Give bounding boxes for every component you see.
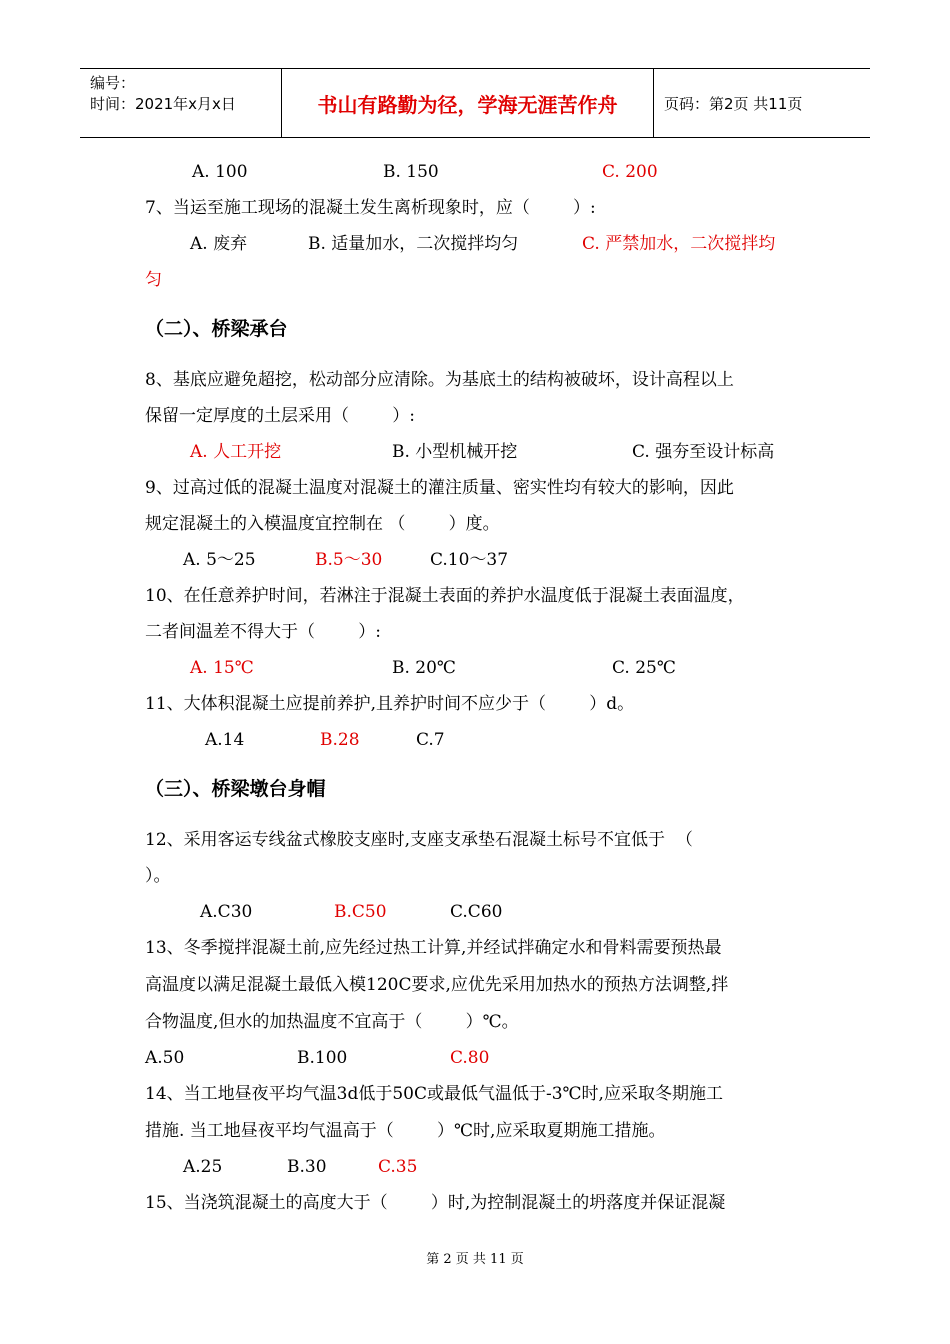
q12-line-1: 12、采用客运专线盆式橡胶支座时,支座支承垫石混凝土标号不宜低于 （ [145,830,693,850]
date-label: 时间：2021年x月x日 [90,95,236,113]
q13-line-1: 13、冬季搅拌混凝土前,应先经过热工计算,并经试拌确定水和骨料需要预热最 [145,938,722,958]
q13-line-2: 高温度以满足混凝土最低入模120C要求,应优先采用加热水的预热方法调整,拌 [145,975,729,995]
q13-option-a: A.50 [145,1048,185,1068]
q14-option-a: A.25 [183,1157,223,1177]
q11-option-c: C.7 [416,730,445,750]
page-header [80,68,870,138]
q10-option-a-answer: A. 15℃ [190,658,254,678]
q10-line-1: 10、在任意养护时间，若淋注于混凝土表面的养护水温度低于混凝土表面温度， [145,586,745,606]
q6-option-c-answer: C. 200 [602,162,658,182]
q8-option-a-answer: A. 人工开挖 [190,442,282,462]
q10-option-c: C. 25℃ [612,658,676,678]
q9-option-b-answer: B.5～30 [315,550,383,570]
q8-line-1: 8、基底应避免超挖，松动部分应清除。为基底土的结构被破坏，设计高程以上 [145,370,734,390]
q11-option-b-answer: B.28 [320,730,360,750]
q9-option-c: C.10～37 [430,550,509,570]
q12-line-2: ）。 [145,866,171,886]
q11-text: 11、大体积混凝土应提前养护,且养护时间不应少于（ ）d。 [145,694,635,714]
q8-option-c: C. 强夯至设计标高 [632,442,775,462]
number-label: 编号： [90,74,136,92]
header-motto: 书山有路勤为径，学海无涯苦作舟 [282,69,654,137]
q9-option-a: A. 5～25 [183,550,256,570]
q8-line-2: 保留一定厚度的土层采用（ ）: [145,406,415,426]
q14-line-1: 14、当工地昼夜平均气温3d低于50C或最低气温低于-3℃时,应采取冬期施工 [145,1084,723,1104]
q14-line-2: 措施. 当工地昼夜平均气温高于（ ）℃时,应采取夏期施工措施。 [145,1121,666,1141]
page-footer: 第 2 页 共 11 页 [426,1252,524,1267]
q10-option-b: B. 20℃ [392,658,456,678]
header-info [80,69,282,137]
section-heading-3: （三）、桥梁墩台身帽 [145,778,326,800]
q7-option-a: A. 废弃 [190,234,248,254]
q9-line-2: 规定混凝土的入模温度宜控制在 （ ）度。 [145,514,500,534]
q13-option-c-answer: C.80 [450,1048,490,1068]
q12-option-a: A.C30 [200,902,253,922]
q6-option-a: A. 100 [192,162,248,182]
q15-line-1: 15、当浇筑混凝土的高度大于（ ）时,为控制混凝土的坍落度并保证混凝 [145,1193,726,1213]
q12-option-c: C.C60 [450,902,503,922]
q8-option-b: B. 小型机械开挖 [392,442,518,462]
q14-option-b: B.30 [287,1157,327,1177]
q6-option-b: B. 150 [383,162,439,182]
q12-option-b-answer: B.C50 [334,902,387,922]
q10-line-2: 二者间温差不得大于（ ）: [145,622,381,642]
q11-option-a: A.14 [205,730,245,750]
header-page-label: 页码：第2页 共11页 [664,94,803,113]
q14-option-c-answer: C.35 [378,1157,418,1177]
section-heading-2: （二）、桥梁承台 [145,318,288,340]
q7-text: 7、当运至施工现场的混凝土发生离析现象时，应（ ）: [145,198,596,218]
q7-option-c-answer: C. 严禁加水，二次搅拌均 [582,234,776,254]
q13-option-b: B.100 [297,1048,348,1068]
q13-line-3: 合物温度,但水的加热温度不宜高于（ ）℃。 [145,1012,519,1032]
q9-line-1: 9、过高过低的混凝土温度对混凝土的灌注质量、密实性均有较大的影响，因此 [145,478,734,498]
q7-option-c-continued: 匀 [145,270,162,290]
q7-option-b: B. 适量加水，二次搅拌均匀 [308,234,519,254]
